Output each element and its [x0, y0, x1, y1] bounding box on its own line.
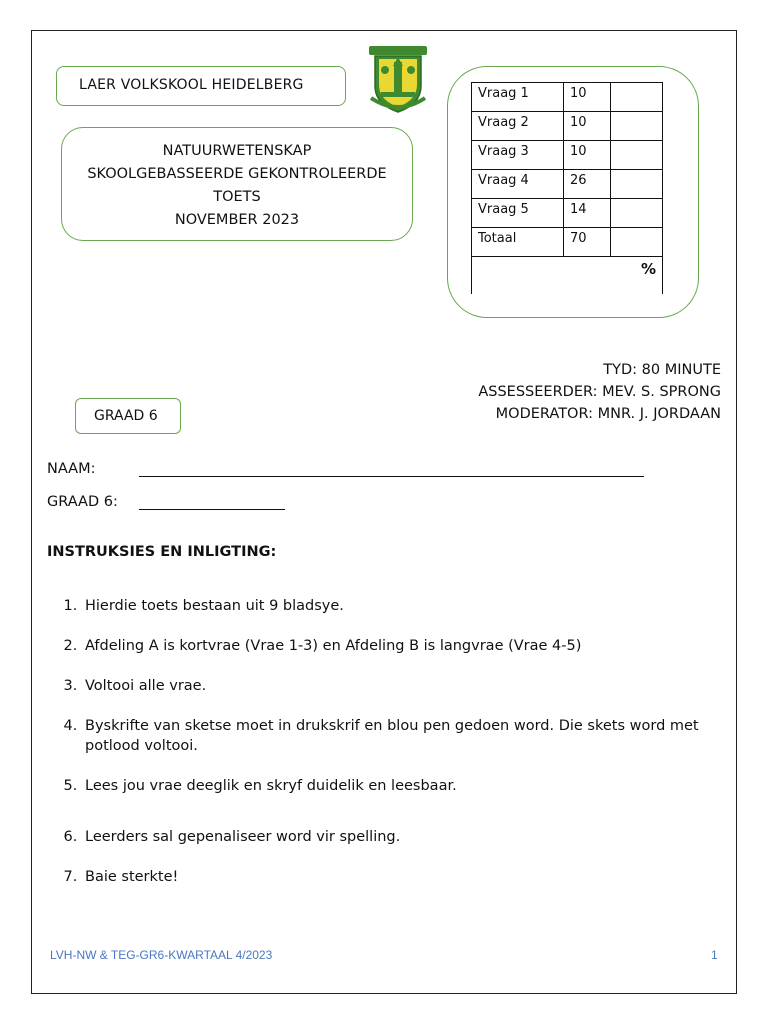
instructions-list	[48, 596, 742, 887]
school-crest-icon	[367, 42, 429, 114]
name-label: NAAM:	[47, 461, 96, 477]
question-label: Vraag 5	[472, 199, 564, 228]
instructions-heading: INSTRUKSIES EN INLIGTING:	[47, 544, 277, 560]
assessment-type-cont: TOETS	[213, 189, 261, 205]
grade-box-label: GRAAD 6	[94, 408, 158, 424]
question-score[interactable]	[611, 83, 663, 112]
grade-label: GRAAD 6:	[47, 494, 118, 510]
list-item: 1. Hierdie toets bestaan uit 9 bladsye.	[82, 596, 742, 616]
moderator: MODERATOR: MNR. J. JORDAAN	[495, 406, 721, 422]
table-row	[472, 170, 663, 199]
table-row	[472, 141, 663, 170]
footer-document-code: LVH-NW & TEG-GR6-KWARTAAL 4/2023	[50, 948, 273, 962]
question-score[interactable]	[611, 170, 663, 199]
percent-cell[interactable]: %	[472, 257, 663, 294]
title-box	[61, 127, 413, 241]
question-max: 26	[564, 170, 611, 199]
page-number: 1	[711, 948, 718, 962]
question-label: Vraag 2	[472, 112, 564, 141]
list-item: 6. Leerders sal gepenaliseer word vir spelling.	[82, 827, 742, 847]
percent-row	[472, 257, 663, 294]
table-row	[472, 228, 663, 257]
list-item: 7. Baie sterkte!	[82, 867, 742, 887]
question-max: 14	[564, 199, 611, 228]
question-max: 10	[564, 112, 611, 141]
question-max: 10	[564, 141, 611, 170]
question-score[interactable]	[611, 199, 663, 228]
total-score[interactable]	[611, 228, 663, 257]
question-label: Vraag 3	[472, 141, 564, 170]
assessment-type: SKOOLGEBASSEERDE GEKONTROLEERDE	[87, 166, 387, 182]
list-item: 5. Lees jou vrae deeglik en skryf duidelik en leesbaar.	[82, 776, 742, 796]
total-label: Totaal	[472, 228, 564, 257]
name-field[interactable]	[139, 476, 644, 477]
table-row	[472, 112, 663, 141]
question-score[interactable]	[611, 112, 663, 141]
list-item: 3. Voltooi alle vrae.	[82, 676, 742, 696]
score-table	[471, 82, 663, 294]
question-label: Vraag 1	[472, 83, 564, 112]
exam-time: TYD: 80 MINUTE	[603, 362, 721, 378]
list-item: 2. Afdeling A is kortvrae (Vrae 1-3) en Afdeling B is langvrae (Vrae 4-5)	[82, 636, 742, 656]
question-score[interactable]	[611, 141, 663, 170]
school-name: LAER VOLKSKOOL HEIDELBERG	[79, 77, 304, 93]
question-max: 10	[564, 83, 611, 112]
grade-box	[75, 398, 181, 434]
total-max: 70	[564, 228, 611, 257]
assessor: ASSESSEERDER: MEV. S. SPRONG	[478, 384, 721, 400]
table-row	[472, 199, 663, 228]
table-row	[472, 83, 663, 112]
grade-field[interactable]	[139, 509, 285, 510]
subject-title: NATUURWETENSKAP	[162, 143, 312, 159]
exam-date: NOVEMBER 2023	[174, 212, 300, 228]
question-label: Vraag 4	[472, 170, 564, 199]
list-item: 4. Byskrifte van sketse moet in drukskrif en blou pen gedoen word. Die skets word met potlood voltooi.	[82, 716, 742, 756]
school-name-box	[56, 66, 346, 106]
